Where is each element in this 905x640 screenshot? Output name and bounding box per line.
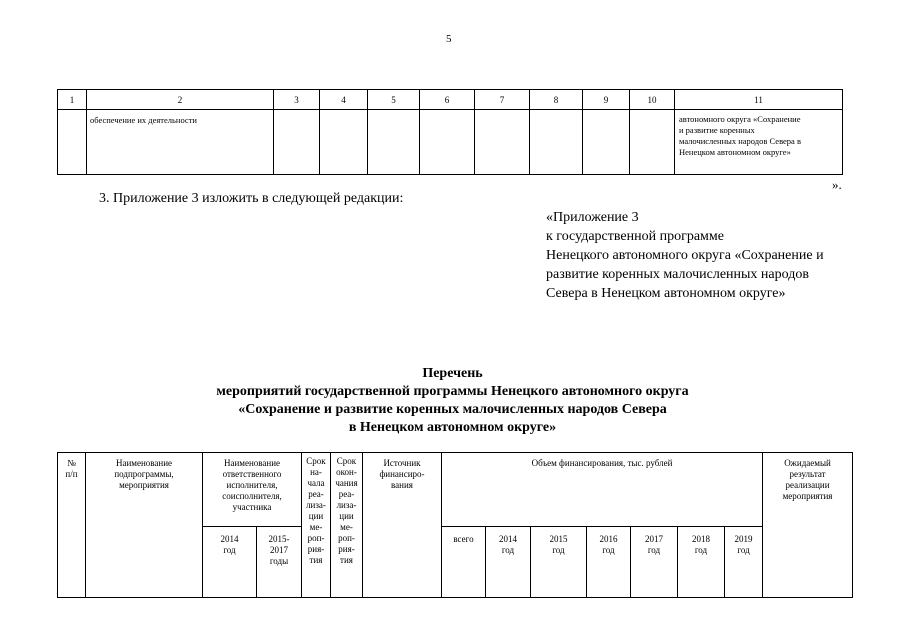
header-line: рия-: [338, 544, 355, 554]
table-cell: [274, 110, 320, 175]
header-line: ции: [308, 511, 324, 521]
title-line: мероприятий государственной программы Ненецкого автономного округа: [216, 384, 689, 399]
header-line: подпрограммы,: [114, 469, 174, 479]
header-line: Срок: [306, 456, 326, 466]
table-row: [58, 110, 843, 175]
header-line: вания: [391, 480, 413, 490]
header-line: реа-: [338, 489, 355, 499]
start-date-header: [302, 453, 331, 598]
column-number: 4: [320, 90, 368, 110]
table-cell: [530, 110, 583, 175]
header-line: Источник: [383, 458, 421, 468]
header-line: участника: [232, 502, 272, 512]
table-cell: [583, 110, 630, 175]
appendix-line: Ненецкого автономного округа «Сохранение и: [546, 248, 824, 263]
header-line: лиза-: [336, 500, 357, 510]
activities-table: [57, 452, 853, 598]
activity-name-header: [86, 453, 203, 598]
header-line: Наименование: [223, 458, 281, 468]
column-number: 3: [274, 90, 320, 110]
header-line: Ожидаемый: [784, 458, 831, 468]
cell-line: и развитие коренных: [679, 125, 755, 135]
column-number: 6: [420, 90, 475, 110]
cell-line: Ненецком автономном округе»: [679, 147, 791, 157]
responsible-2014-header: [203, 527, 257, 598]
header-line: ме-: [340, 522, 353, 532]
appendix-line: «Приложение 3: [546, 210, 639, 225]
end-date-header: [331, 453, 363, 598]
header-line: 2015: [549, 534, 568, 544]
cell-line: автономного округа «Сохранение: [679, 114, 801, 124]
header-line: п/п: [65, 469, 78, 479]
year-header: [631, 527, 678, 598]
header-line: мероприятия: [119, 480, 169, 490]
table-header-row: [58, 453, 853, 527]
header-line: роп-: [307, 533, 325, 543]
closing-quote-mark: ».: [832, 177, 842, 192]
header-line: окон-: [336, 467, 357, 477]
column-number: 9: [583, 90, 630, 110]
year-header: [587, 527, 631, 598]
program-reference-cell: [675, 110, 843, 175]
header-line: год: [694, 545, 708, 555]
funding-source-header: [363, 453, 442, 598]
table-cell: [630, 110, 675, 175]
header-line: годы: [269, 556, 289, 566]
column-number: 7: [475, 90, 530, 110]
header-line: 2018: [692, 534, 710, 544]
table-cell: [320, 110, 368, 175]
year-header: [725, 527, 763, 598]
column-number: 8: [530, 90, 583, 110]
cell-line: малочисленных народов Севера в: [679, 136, 801, 146]
header-line: ции: [339, 511, 354, 521]
header-line: год: [647, 545, 661, 555]
number-header: [58, 453, 86, 598]
header-line: ме-: [309, 522, 323, 532]
amendment-paragraph: 3. Приложение 3 изложить в следующей редакции:: [99, 191, 404, 206]
header-line: реа-: [308, 489, 324, 499]
funding-volume-header: Объем финансирования, тыс. рублей: [442, 453, 763, 527]
column-number: 2: [87, 90, 274, 110]
header-line: чания: [335, 478, 358, 488]
appendix-line: развитие коренных малочисленных народов: [546, 267, 809, 282]
header-line: 2017: [270, 545, 288, 555]
activity-name-cell: обеспечение их деятельности: [87, 110, 274, 175]
header-line: на-: [310, 467, 322, 477]
header-line: рия-: [307, 544, 325, 554]
header-line: лиза-: [306, 500, 326, 510]
page-number: 5: [446, 33, 452, 45]
title-line: Перечень: [422, 366, 483, 381]
header-line: год: [602, 545, 615, 555]
table-cell: [368, 110, 420, 175]
header-line: чала: [307, 478, 325, 488]
expected-result-header: [763, 453, 853, 598]
year-header: [678, 527, 725, 598]
total-header: всего: [442, 527, 486, 598]
table-cell: [475, 110, 530, 175]
header-line: год: [552, 545, 565, 555]
header-line: 2014: [220, 534, 239, 544]
header-line: результат: [789, 469, 826, 479]
header-line: 2017: [645, 534, 663, 544]
header-line: год: [223, 545, 236, 555]
column-number: 1: [58, 90, 87, 110]
header-line: исполнителя,: [226, 480, 278, 490]
table-cell: [420, 110, 475, 175]
column-number-row: [58, 90, 843, 110]
column-number: 5: [368, 90, 420, 110]
year-header: [486, 527, 531, 598]
title-line: «Сохранение и развитие коренных малочисленных народов Севера: [238, 402, 667, 417]
responsible-2015-2017-header: [257, 527, 302, 598]
header-line: роп-: [338, 533, 355, 543]
document-title: [0, 365, 905, 437]
table-cell: [58, 110, 87, 175]
header-line: финансиро-: [379, 469, 425, 479]
header-line: №: [67, 458, 76, 468]
header-line: 2015-: [268, 534, 290, 544]
column-number: 10: [630, 90, 675, 110]
header-line: 2014: [499, 534, 517, 544]
header-line: мероприятия: [782, 491, 833, 501]
header-line: тия: [340, 555, 353, 565]
year-header: [531, 527, 587, 598]
header-line: Наименование: [115, 458, 173, 468]
appendix-header: [546, 208, 866, 303]
title-line: в Ненецком автономном округе»: [348, 420, 557, 435]
header-line: Срок: [336, 456, 357, 466]
header-line: ответственного: [222, 469, 282, 479]
header-line: реализации: [785, 480, 830, 490]
header-line: 2019: [734, 534, 753, 544]
responsible-executor-header: [203, 453, 302, 527]
header-line: год: [737, 545, 750, 555]
column-number: 11: [675, 90, 843, 110]
appendix-line: Севера в Ненецком автономном округе»: [546, 286, 786, 301]
header-line: 2016: [599, 534, 618, 544]
header-line: соисполнителя,: [222, 491, 282, 501]
header-line: тия: [309, 555, 323, 565]
header-line: год: [501, 545, 515, 555]
continuation-table: [57, 89, 843, 175]
appendix-line: к государственной программе: [546, 229, 724, 244]
